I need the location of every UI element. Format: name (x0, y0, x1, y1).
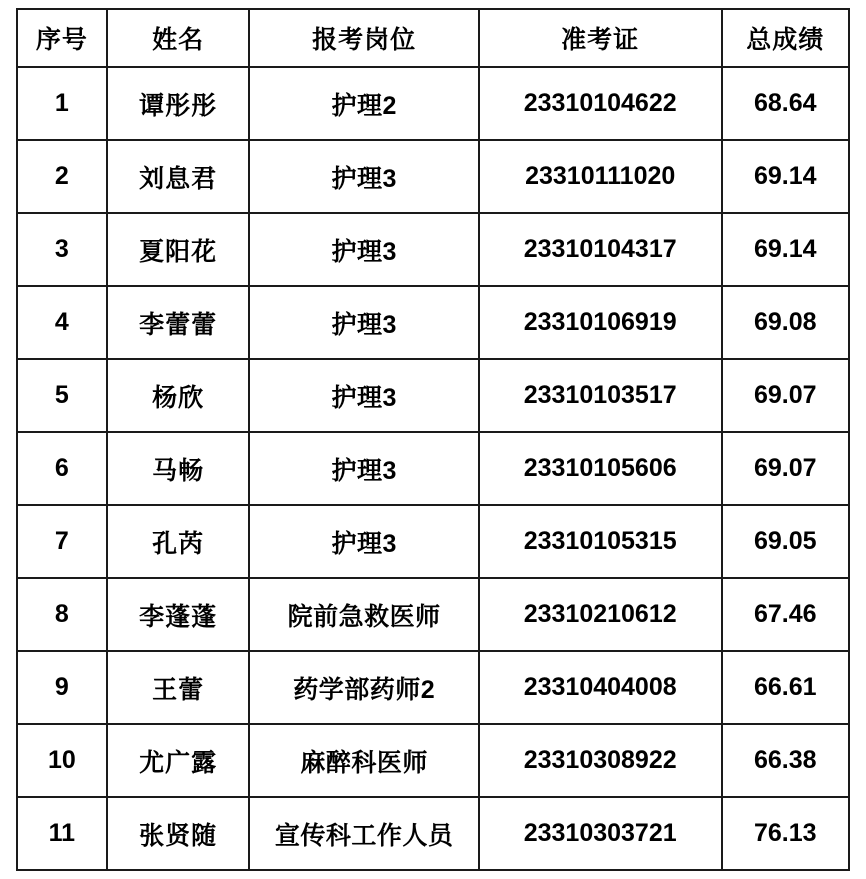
cell-no: 11 (17, 797, 107, 870)
table-row (17, 724, 849, 797)
cell-ticket: 23310103517 (479, 359, 722, 432)
column-header-no: 序号 (17, 9, 107, 67)
cell-post: 护理2 (249, 67, 478, 140)
table-row (17, 432, 849, 505)
cell-name: 李蓬蓬 (107, 578, 250, 651)
cell-no: 4 (17, 286, 107, 359)
cell-no: 2 (17, 140, 107, 213)
cell-post: 麻醉科医师 (249, 724, 478, 797)
cell-no: 9 (17, 651, 107, 724)
cell-ticket: 23310105315 (479, 505, 722, 578)
cell-score: 66.61 (722, 651, 849, 724)
table-row (17, 140, 849, 213)
cell-post: 护理3 (249, 140, 478, 213)
cell-name: 马畅 (107, 432, 250, 505)
cell-no: 8 (17, 578, 107, 651)
cell-name: 刘息君 (107, 140, 250, 213)
cell-ticket: 23310106919 (479, 286, 722, 359)
cell-name: 谭彤彤 (107, 67, 250, 140)
cell-score: 69.14 (722, 213, 849, 286)
cell-score: 69.08 (722, 286, 849, 359)
cell-name: 李蕾蕾 (107, 286, 250, 359)
cell-name: 尤广露 (107, 724, 250, 797)
cell-post: 护理3 (249, 505, 478, 578)
cell-no: 5 (17, 359, 107, 432)
cell-name: 张贤随 (107, 797, 250, 870)
cell-ticket: 23310111020 (479, 140, 722, 213)
table-row (17, 286, 849, 359)
cell-post: 护理3 (249, 213, 478, 286)
cell-no: 10 (17, 724, 107, 797)
cell-ticket: 23310210612 (479, 578, 722, 651)
cell-score: 69.07 (722, 432, 849, 505)
cell-score: 69.14 (722, 140, 849, 213)
cell-score: 69.05 (722, 505, 849, 578)
table-header (17, 9, 849, 67)
cell-name: 夏阳花 (107, 213, 250, 286)
column-header-score: 总成绩 (722, 9, 849, 67)
cell-no: 3 (17, 213, 107, 286)
cell-post: 宣传科工作人员 (249, 797, 478, 870)
cell-ticket: 23310104622 (479, 67, 722, 140)
cell-ticket: 23310404008 (479, 651, 722, 724)
table-row (17, 578, 849, 651)
table-body (17, 67, 849, 870)
table-row (17, 651, 849, 724)
cell-score: 66.38 (722, 724, 849, 797)
cell-ticket: 23310308922 (479, 724, 722, 797)
table-row (17, 505, 849, 578)
table-header-row (17, 9, 849, 67)
cell-post: 院前急救医师 (249, 578, 478, 651)
column-header-post: 报考岗位 (249, 9, 478, 67)
table-row (17, 67, 849, 140)
cell-ticket: 23310104317 (479, 213, 722, 286)
cell-no: 6 (17, 432, 107, 505)
cell-post: 护理3 (249, 359, 478, 432)
table-row (17, 359, 849, 432)
cell-score: 67.46 (722, 578, 849, 651)
cell-no: 7 (17, 505, 107, 578)
cell-score: 68.64 (722, 67, 849, 140)
cell-post: 药学部药师2 (249, 651, 478, 724)
exam-score-table (16, 8, 850, 871)
cell-no: 1 (17, 67, 107, 140)
cell-score: 76.13 (722, 797, 849, 870)
cell-post: 护理3 (249, 286, 478, 359)
column-header-name: 姓名 (107, 9, 250, 67)
cell-name: 孔芮 (107, 505, 250, 578)
cell-score: 69.07 (722, 359, 849, 432)
column-header-ticket: 准考证 (479, 9, 722, 67)
table-row (17, 213, 849, 286)
cell-ticket: 23310303721 (479, 797, 722, 870)
table-row (17, 797, 849, 870)
cell-name: 杨欣 (107, 359, 250, 432)
cell-ticket: 23310105606 (479, 432, 722, 505)
cell-post: 护理3 (249, 432, 478, 505)
cell-name: 王蕾 (107, 651, 250, 724)
